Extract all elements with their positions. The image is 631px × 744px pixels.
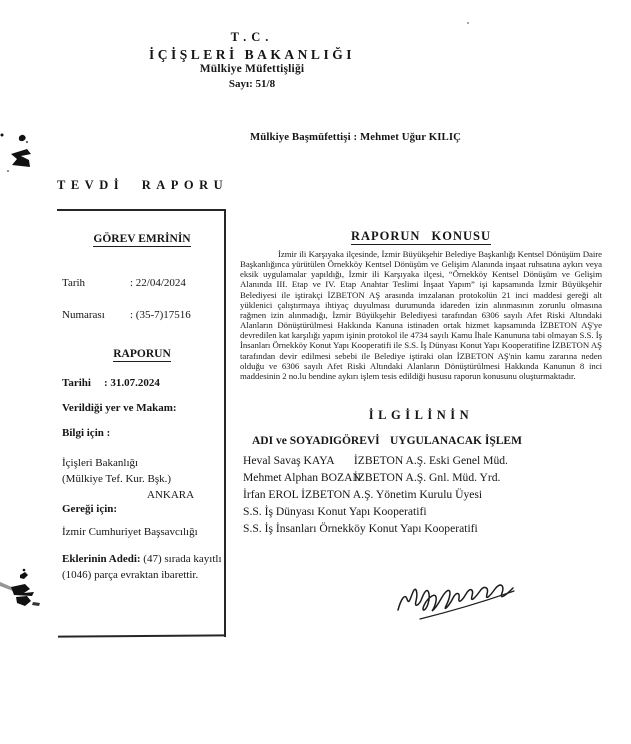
letterhead-inspectorate: Mülkiye Müfettişliği xyxy=(199,63,305,75)
gorev-emrinin-heading: GÖREV EMRİNİN xyxy=(93,233,191,245)
bilgi-org-line2: (Mülkiye Tef. Kur. Bşk.) xyxy=(62,473,172,485)
gorev-numara-row xyxy=(62,309,191,321)
letterhead-ministry: İÇİŞLERİ BAKANLIĞI xyxy=(149,46,355,62)
scan-speck xyxy=(467,22,469,24)
gorev-numara-value: : (35-7)17516 xyxy=(130,309,191,321)
bilgi-org-line1: İçişleri Bakanlığı xyxy=(62,457,139,469)
col-uygulanacak-islem: UYGULANACAK İŞLEM xyxy=(390,435,522,447)
ilgilinin-heading: İLGİLİNİN xyxy=(368,408,474,422)
table-row: S.S. İş İnsanları Örnekköy Konut Yapı Kooperatifi xyxy=(243,522,478,535)
bilgi-icin-label: Bilgi için : xyxy=(62,427,111,439)
rapor-tarihi-row xyxy=(62,377,160,389)
letterhead-number: Sayı: 51/8 xyxy=(228,77,276,90)
letterhead xyxy=(110,31,394,90)
table-row: İrfan EROL İZBETON A.Ş. Yönetim Kurulu Üyesi xyxy=(243,488,483,501)
table-row: Mehmet Alphan BOZAN İZBETON A.Ş. Gnl. Müd. Yrd. xyxy=(243,471,501,484)
handwritten-signature xyxy=(392,566,522,630)
col-adi-soyadi: ADI ve SOYADI xyxy=(252,435,334,447)
rapor-tarihi-label: Tarihi xyxy=(62,377,91,389)
ilgili-table-header xyxy=(240,435,602,449)
rapor-konusu-paragraph: İzmir ili Karşıyaka ilçesinde, İzmir Büyükşehir Belediye Başkanlığı Kentsel Dönüşüm Daire Başkanlığınca yürütülen Örnekköy Kentsel Dönüşüm ve Gelişim Alanında inşaat ruhsatına aykırı veya eksik uygulamalar yapıldığı, İzmir ili Karşıyaka ilçesi, “Örnekköy Kentsel Dönüşüm ve Gelişim Alanında III. Etap ve IV. Etap Anahtar Teslimi İnşaat Yapım” işi kapsamında İzmir Büyükşehir Belediyesi ile iştirakçi İZBETON AŞ arasında imzalanan protokolün 21 inci maddesi gereği alt yüklenici çalıştırmaya ihtiyaç duyulması durumunda idareden izin alınmasının zorunlu olmasına rağmen izin alınmadığı, İzmir Büyükşehir Belediyesi tarafından 6306 sayılı Afet Riski Altındaki Alanların Dönüştürülmesi Hakkında Kanuna istinaden ortak hizmet kapsamında İZBETON AŞ'ye devredilen kat karşılığı yapım işinin protokol ile 4734 sayılı Kamu İhale Kanununa tabi olmayan S.S. İş İnsanları Örnekköy Konut Yapı Kooperatifi ile S.S. İş Dünyası Konut Yapı Kooperatifine İZBETON AŞ tarafından devir edilmesi sebebi ile Belediye iştiraki olan İZBETON AŞ'nin kamu zararına neden olduğu ve 6306 sayılı Afet Riski Altındaki Alanların Dönüştürülmesi Hakkında Kanunun 8 inci maddesinin 2 no.lu bendine aykırı işlem tesis edildiği hususu raporun konusunu oluşturmaktadır. xyxy=(240,249,602,381)
rapor-konusu-heading: RAPORUN KONUSU xyxy=(350,229,492,243)
geregi-org: İzmir Cumhuriyet Başsavcılığı xyxy=(62,526,198,538)
attachments-label: Eklerinin Adedi: xyxy=(62,553,141,565)
verildigi-label: Verildiği yer ve Makam: xyxy=(62,402,177,414)
ink-smudge-bottom-left xyxy=(0,566,50,621)
gorev-tarih-row xyxy=(62,277,186,289)
raporun-heading: RAPORUN xyxy=(113,348,171,360)
ink-smudge-top-left xyxy=(0,126,40,181)
gorev-numara-label: Numarası xyxy=(62,309,105,321)
table-row: S.S. İş Dünyası Konut Yapı Kooperatifi xyxy=(243,505,427,518)
col-gorevi: GÖREVİ xyxy=(333,435,380,447)
letterhead-tc: T.C. xyxy=(230,30,274,44)
chief-inspector-line: Mülkiye Başmüfettişi : Mehmet Uğur KILIÇ xyxy=(250,131,462,143)
panel-rule-top xyxy=(57,209,226,211)
panel-rule-bottom xyxy=(58,634,226,637)
attachments-note xyxy=(62,551,242,583)
rapor-tarihi-value: : 31.07.2024 xyxy=(104,377,160,389)
geregi-icin-label: Gereği için: xyxy=(62,503,118,515)
bilgi-city: ANKARA xyxy=(147,489,195,501)
gorev-tarih-value: : 22/04/2024 xyxy=(130,277,186,289)
attachments-text: (47) sırada kayıtlı (1046) parça evraktan ibarettir. xyxy=(62,553,222,581)
gorev-tarih-label: Tarih xyxy=(62,277,86,289)
report-title: TEVDİ RAPORU xyxy=(57,178,229,192)
table-row: Heval Savaş KAYA İZBETON A.Ş. Eski Genel Müd. xyxy=(243,454,508,467)
